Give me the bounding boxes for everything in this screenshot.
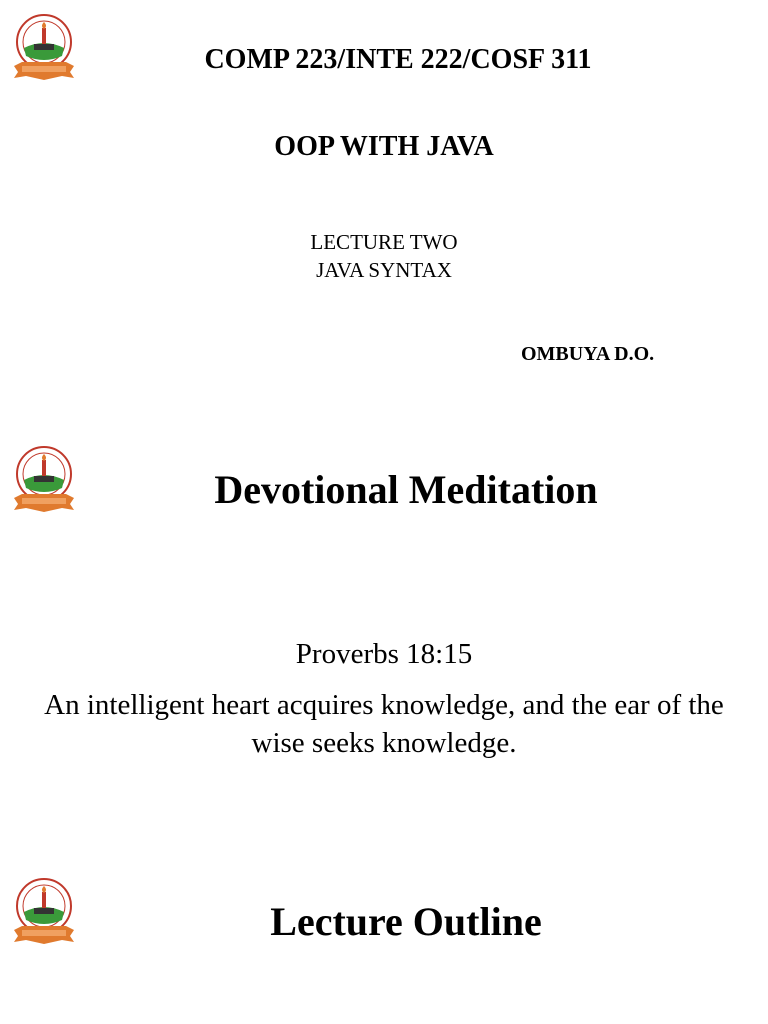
slide-title-devotional: Devotional Meditation [214,467,598,512]
verse-reference: Proverbs 18:15 [295,638,473,670]
lecture-number: LECTURE TWO [310,230,458,254]
author-name: OMBUYA D.O. [521,343,655,365]
slide-title-outline: Lecture Outline [270,899,542,944]
slide-title [0,0,768,432]
slide-outline [0,864,768,1024]
course-code: COMP 223/INTE 222/COSF 311 [204,44,592,75]
slide-devotional [0,432,768,864]
course-title: OOP WITH JAVA [274,131,494,162]
lecture-topic: JAVA SYNTAX [316,258,452,282]
verse-text: An intelligent heart acquires knowledge, and the ear of the wise seeks knowledge. [44,689,724,759]
